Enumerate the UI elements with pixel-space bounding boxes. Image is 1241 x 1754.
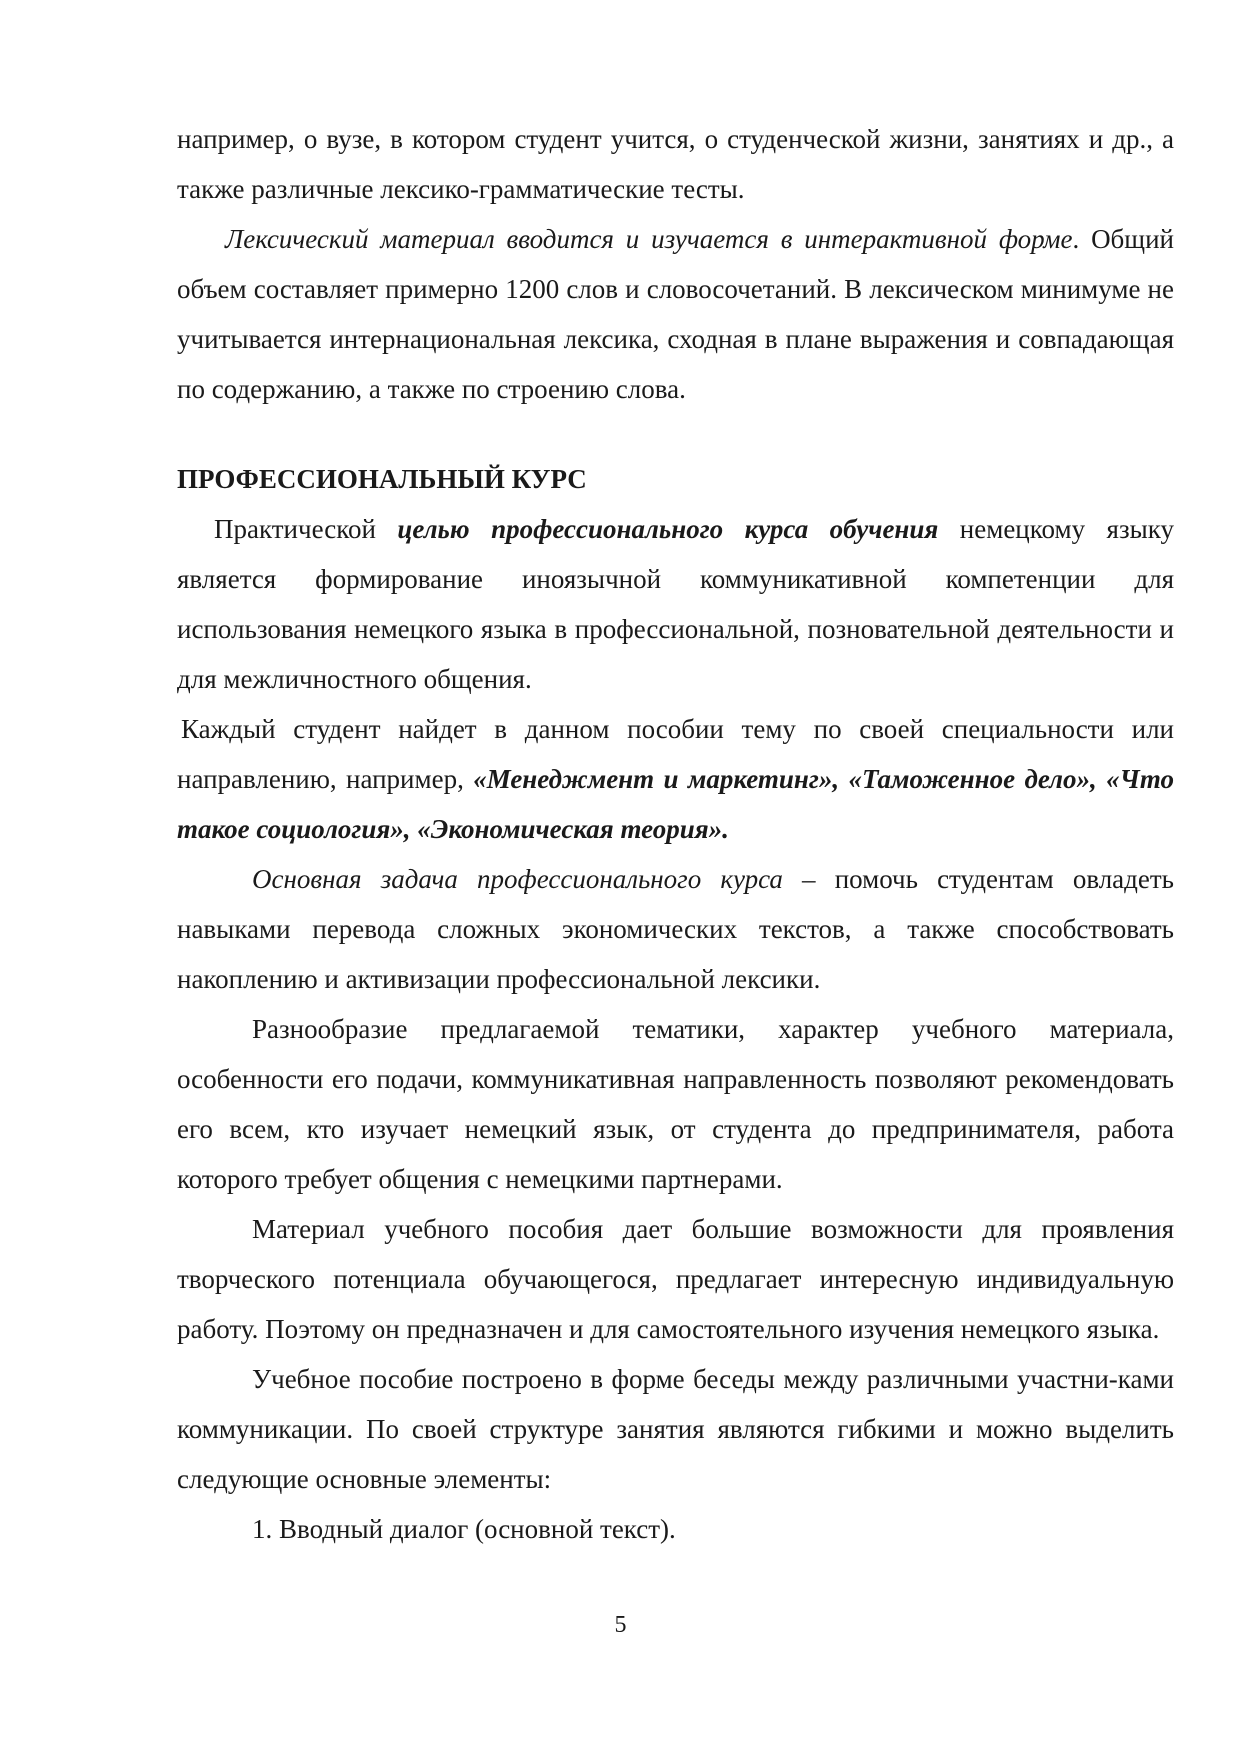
topic-titles: «Менеджмент и маркетинг», «Таможенное дело», «Что такое социология», «Экономическая теория».	[177, 764, 1174, 844]
paragraph-course-goal: Практической целью профессионального курса обучения немецкому языку является формирование иноязычной коммуникативной компетенции для использования немецкого языка в профессиональной, позновательной деятельности и для межличностного общения.	[177, 514, 1174, 694]
italic-phrase: Основная задача профессионального курса	[252, 864, 783, 894]
list-item-intro-dialog: 1. Вводный диалог (основной текст).	[252, 1514, 676, 1544]
paragraph-lexical-material: Лексический материал вводится и изучается в интерактивной форме. Общий объем составляет примерно 1200 слов и словосочетаний. В лексическом минимуме не учитывается интернациональная лексика, сходная в плане выражения и совпадающая по содержанию, а также по строению слова.	[177, 224, 1174, 404]
paragraph-topics: Каждый студент найдет в данном пособии тему по своей специальности или направлению, например, «Менеджмент и маркетинг», «Таможенное дело», «Что такое социология», «Экономическая теория».	[177, 714, 1174, 844]
paragraph-structure: Учебное пособие построено в форме беседы между различными участни-ками коммуникации. По своей структуре занятия являются гибкими и можно выделить следующие основные элементы:	[177, 1364, 1174, 1494]
paragraph-creative-potential: Материал учебного пособия дает большие возможности для проявления творческого потенциала обучающегося, предлагает интересную индивидуальную работу. Поэтому он предназначен и для самостоятельного изучения немецкого языка.	[177, 1214, 1174, 1344]
bold-italic-phrase: целью профессионального курса обучения	[397, 514, 939, 544]
page-number: 5	[614, 1612, 627, 1638]
italic-phrase: Лексический материал вводится и изучается в интерактивной форме	[225, 224, 1073, 254]
paragraph-variety: Разнообразие предлагаемой тематики, характер учебного материала, особенности его подачи, коммуникативная направленность позволяют рекомендовать его всем, кто изучает немецкий язык, от студента до предпринимателя, работа которого требует общения с немецкими партнерами.	[177, 1014, 1174, 1194]
paragraph-main-task: Основная задача профессионального курса – помочь студентам овладеть навыками перевода сложных экономических текстов, а также способствовать накоплению и активизации профессиональной лексики.	[177, 864, 1174, 994]
paragraph-intro-continued: например, о вузе, в котором студент учится, о студенческой жизни, занятиях и др., а также различные лексико-грамматические тесты.	[177, 124, 1174, 204]
section-heading: ПРОФЕССИОНАЛЬНЫЙ КУРС	[177, 464, 587, 494]
body-text	[177, 114, 1174, 1554]
